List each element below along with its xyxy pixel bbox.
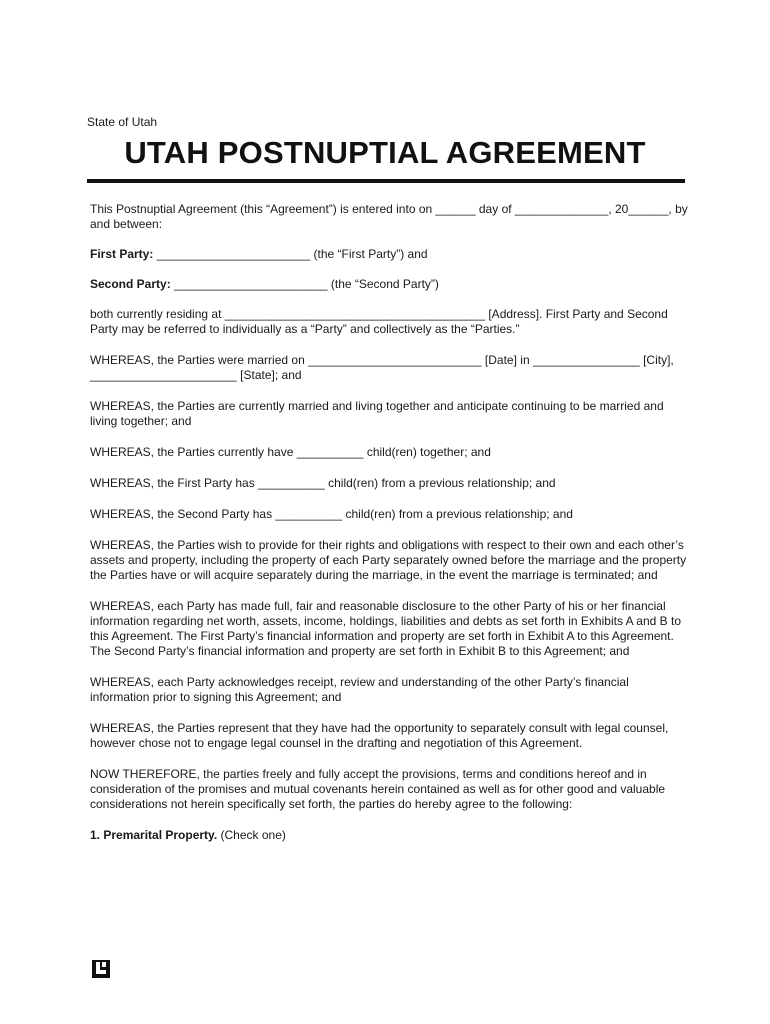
second-party-line [90,277,690,292]
whereas-paragraph: WHEREAS, the Parties were married on __________________________ [Date] in ________________ [City], ______________________ [State]; and [90,353,674,382]
whereas-paragraph: WHEREAS, the Parties represent that they have had the opportunity to separately consult with legal counsel, however chose not to engage legal counsel in the drafting and negotiation of this Agreement. [90,721,669,750]
whereas-paragraph: WHEREAS, each Party acknowledges receipt, review and understanding of the other Party’s financial information prior to signing this Agreement; and [90,675,629,704]
whereas-paragraph: WHEREAS, the First Party has __________ child(ren) from a previous relationship; and [90,476,556,490]
second-party-text: _______________________ (the “Second Party”) [170,277,439,291]
document-title: UTAH POSTNUPTIAL AGREEMENT [124,135,646,170]
section-1-heading-line [90,828,690,843]
whereas-paragraph: WHEREAS, the Parties wish to provide for their rights and obligations with respect to their own and each other’s assets and property, including the property of each Party separately owned before the marriage and the property the Parties have or will acquire separately during the marriage, in the event the marriage is terminated; and [90,538,687,582]
whereas-paragraph: WHEREAS, the Parties are currently married and living together and anticipate continuing to be married and living together; and [90,399,664,428]
first-party-line [90,247,690,262]
document-logo-icon [92,960,110,978]
intro-paragraph: This Postnuptial Agreement (this “Agreement”) is entered into on ______ day of ______________, 20______, by and between: [90,202,688,231]
whereas-paragraph: WHEREAS, the Parties currently have __________ child(ren) together; and [90,445,491,459]
now-therefore-paragraph: NOW THEREFORE, the parties freely and fully accept the provisions, terms and conditions hereof and in consideration of the promises and mutual covenants herein contained as well as for other good and valuable considerations not herein specifically set forth, the parties do hereby agree to the following: [90,767,666,811]
title-divider [87,179,685,183]
first-party-label: First Party: [90,247,154,261]
document-body [90,202,690,859]
section-1-note: (Check one) [217,828,286,842]
residing-paragraph: both currently residing at _______________________________________ [Address]. First Party and Second Party may be referred to individually as a “Party” and collectively as the “Parties.” [90,307,668,336]
section-1-heading: 1. Premarital Property. [90,828,218,842]
second-party-label: Second Party: [90,277,171,291]
state-label: State of Utah [87,115,158,129]
whereas-paragraph: WHEREAS, the Second Party has __________ child(ren) from a previous relationship; and [90,507,573,521]
whereas-paragraph: WHEREAS, each Party has made full, fair and reasonable disclosure to the other Party of his or her financial information regarding net worth, assets, income, holdings, liabilities and debts as set forth in Exhibits A and B to this Agreement. The First Party’s financial information and property are set forth in Exhibit A to this Agreement. The Second Party’s financial information and property are set forth in Exhibit B to this Agreement; and [90,599,681,658]
first-party-text: _______________________ (the “First Party”) and [153,247,428,261]
